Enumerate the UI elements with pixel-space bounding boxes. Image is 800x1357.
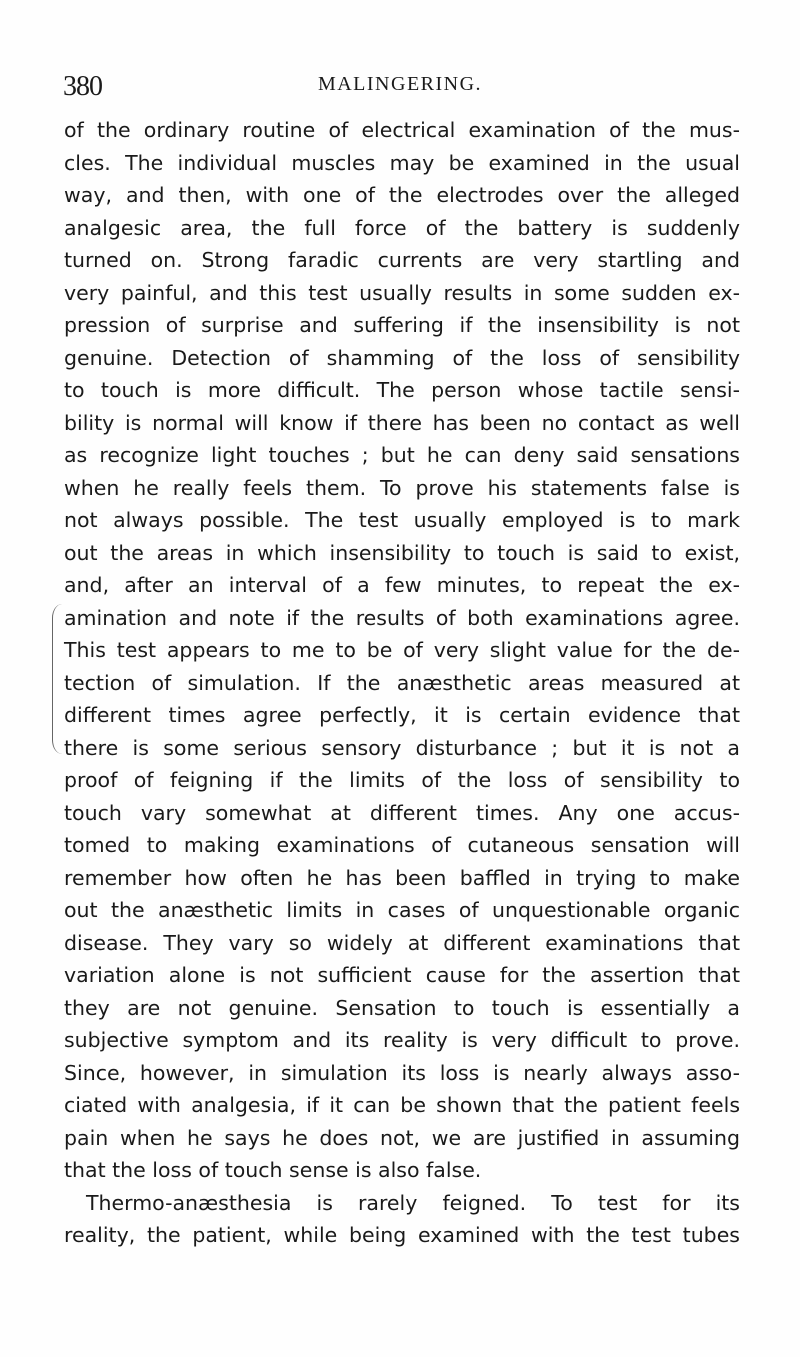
text-line: cles. The individual muscles may be examined in the usual [64, 150, 740, 175]
text-line: reality, the patient, while being examined with the test tubes [64, 1223, 740, 1247]
text-line: ciated with analgesia, if it can be shown that the patient feels [64, 1093, 740, 1117]
text-line: remember how often he has been baffled in trying to make [64, 865, 740, 890]
text-line: different times agree perfectly, it is certain evidence that [64, 703, 740, 727]
text-line: and, after an interval of a few minutes, to repeat the ex- [64, 573, 740, 597]
text-line: there is some serious sensory disturbance ; but it is not a [64, 735, 740, 760]
text-line: very painful, and this test usually results in some sudden ex- [64, 280, 740, 305]
text-line: tomed to making examinations of cutaneous sensation will [64, 833, 740, 857]
running-title: MALINGERING. [317, 73, 483, 95]
text-line: variation alone is not sufficient cause for the assertion that [64, 963, 740, 987]
text-line: genuine. Detection of shamming of the loss of sensibility [64, 345, 740, 370]
text-line: tection of simulation. If the anæsthetic areas measured at [64, 670, 740, 695]
text-line: to touch is more difficult. The person whose tactile sensi- [64, 378, 740, 402]
text-line: subjective symptom and its reality is very difficult to prove. [64, 1028, 740, 1052]
text-line: turned on. Strong faradic currents are very startling and [64, 248, 740, 272]
page-number: 380 [63, 71, 102, 102]
text-line: not always possible. The test usually employed is to mark [64, 508, 740, 532]
text-line: out the areas in which insensibility to touch is said to exist, [64, 540, 740, 565]
body-text [64, 114, 740, 1252]
text-line: amination and note if the results of both examinations agree. [64, 605, 740, 630]
text-line: proof of feigning if the limits of the loss of sensibility to [64, 768, 740, 792]
text-line: disease. They vary so widely at different examinations that [64, 930, 740, 955]
text-line: touch vary somewhat at different times. Any one accus- [64, 800, 740, 825]
text-line: as recognize light touches ; but he can deny said sensations [64, 443, 740, 467]
text-line: bility is normal will know if there has been no contact as well [64, 410, 740, 435]
margin-pencil-mark [52, 604, 63, 754]
text-line: This test appears to me to be of very slight value for the de- [64, 638, 740, 662]
text-line: way, and then, with one of the electrodes over the alleged [64, 183, 740, 207]
text-line: pain when he says he does not, we are justified in assuming [64, 1125, 740, 1150]
text-line: pression of surprise and suffering if the insensibility is not [64, 313, 740, 337]
text-line: of the ordinary routine of electrical examination of the mus- [64, 118, 740, 142]
text-line: analgesic area, the full force of the battery is suddenly [64, 215, 740, 240]
text-line: Since, however, in simulation its loss is nearly always asso- [64, 1060, 740, 1085]
text-line: when he really feels them. To prove his statements false is [64, 475, 740, 500]
text-line: out the anæsthetic limits in cases of unquestionable organic [64, 898, 740, 922]
text-line: Thermo-anæsthesia is rarely feigned. To test for its [86, 1190, 740, 1215]
text-line: that the loss of touch sense is also false. [64, 1158, 482, 1182]
text-line: they are not genuine. Sensation to touch is essentially a [64, 995, 740, 1020]
